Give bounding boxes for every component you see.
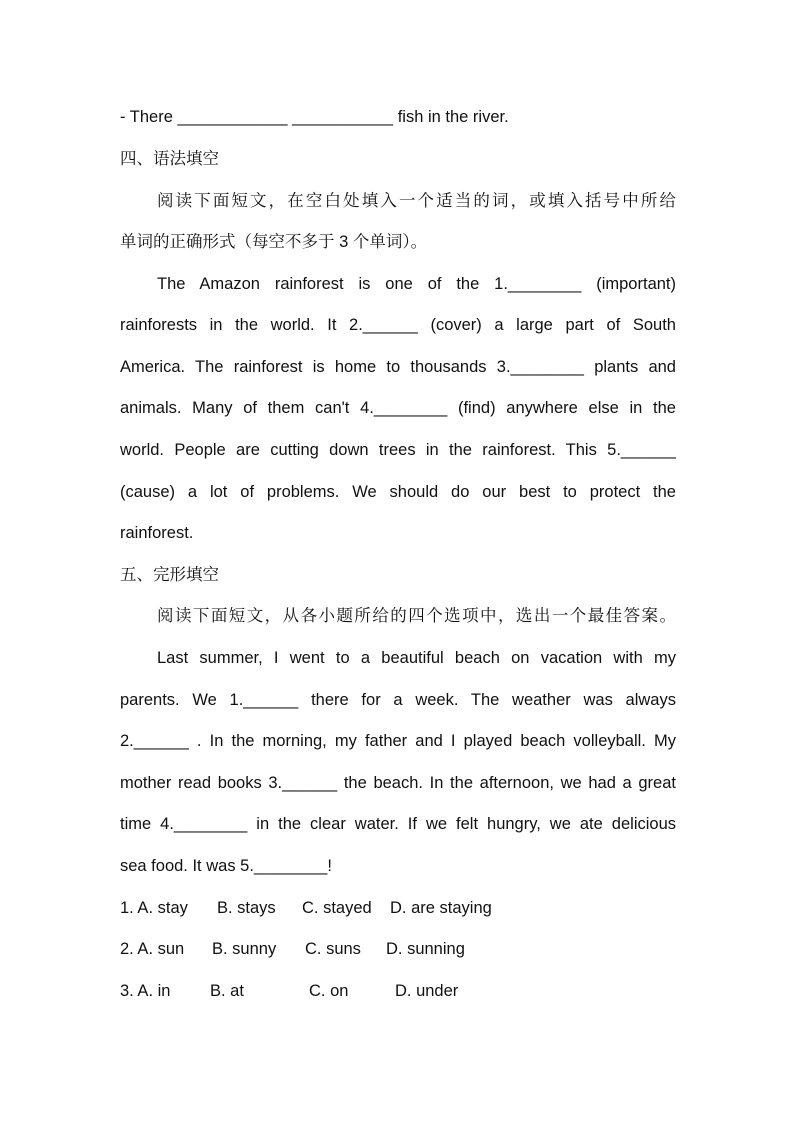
text-line: parents. We 1.______ there for a week. The weather was always xyxy=(120,691,676,709)
text-line: 2.______ . In the morning, my father and I played beach volleyball. My xyxy=(120,732,676,750)
text-line: America. The rainforest is home to thousands 3.________ plants and xyxy=(120,358,676,376)
text-line: 阅读下面短文，从各小题所给的四个选项中，选出一个最佳答案。 xyxy=(157,607,676,625)
text-line: world. People are cutting down trees in the rainforest. This 5.______ xyxy=(120,441,676,459)
answer-option: D. under xyxy=(395,982,459,1000)
answer-option: 1. A. stay xyxy=(120,899,188,917)
text-line: rainforest. xyxy=(120,524,194,542)
text-line: - There ____________ ___________ fish in the river. xyxy=(120,108,509,126)
answer-option: C. suns xyxy=(305,940,361,958)
answer-option: B. sunny xyxy=(212,940,277,958)
text-line: mother read books 3.______ the beach. In the afternoon, we had a great xyxy=(120,774,676,792)
answer-option: 3. A. in xyxy=(120,982,171,1000)
text-line: animals. Many of them can't 4.________ (find) anywhere else in the xyxy=(120,399,676,417)
text-line: 阅读下面短文，在空白处填入一个适当的词，或填入括号中所给 xyxy=(157,192,676,210)
answer-option: 2. A. sun xyxy=(120,940,185,958)
text-line: Last summer, I went to a beautiful beach on vacation with my xyxy=(157,649,676,667)
section-heading: 五、完形填空 xyxy=(120,566,219,584)
text-line: time 4.________ in the clear water. If we felt hungry, we ate delicious xyxy=(120,815,676,833)
answer-option: C. on xyxy=(309,982,349,1000)
answer-option: B. stays xyxy=(217,899,276,917)
answer-option: D. sunning xyxy=(386,940,465,958)
answer-option: B. at xyxy=(210,982,244,1000)
text-line: rainforests in the world. It 2.______ (cover) a large part of South xyxy=(120,316,676,334)
text-line: The Amazon rainforest is one of the 1.________ (important) xyxy=(157,275,676,293)
section-heading: 四、语法填空 xyxy=(120,150,219,168)
answer-option: C. stayed xyxy=(302,899,372,917)
text-line: sea food. It was 5.________! xyxy=(120,857,332,875)
text-line: 单词的正确形式（每空不多于 3 个单词）。 xyxy=(120,233,428,251)
text-line: (cause) a lot of problems. We should do our best to protect the xyxy=(120,483,676,501)
answer-option: D. are staying xyxy=(390,899,492,917)
